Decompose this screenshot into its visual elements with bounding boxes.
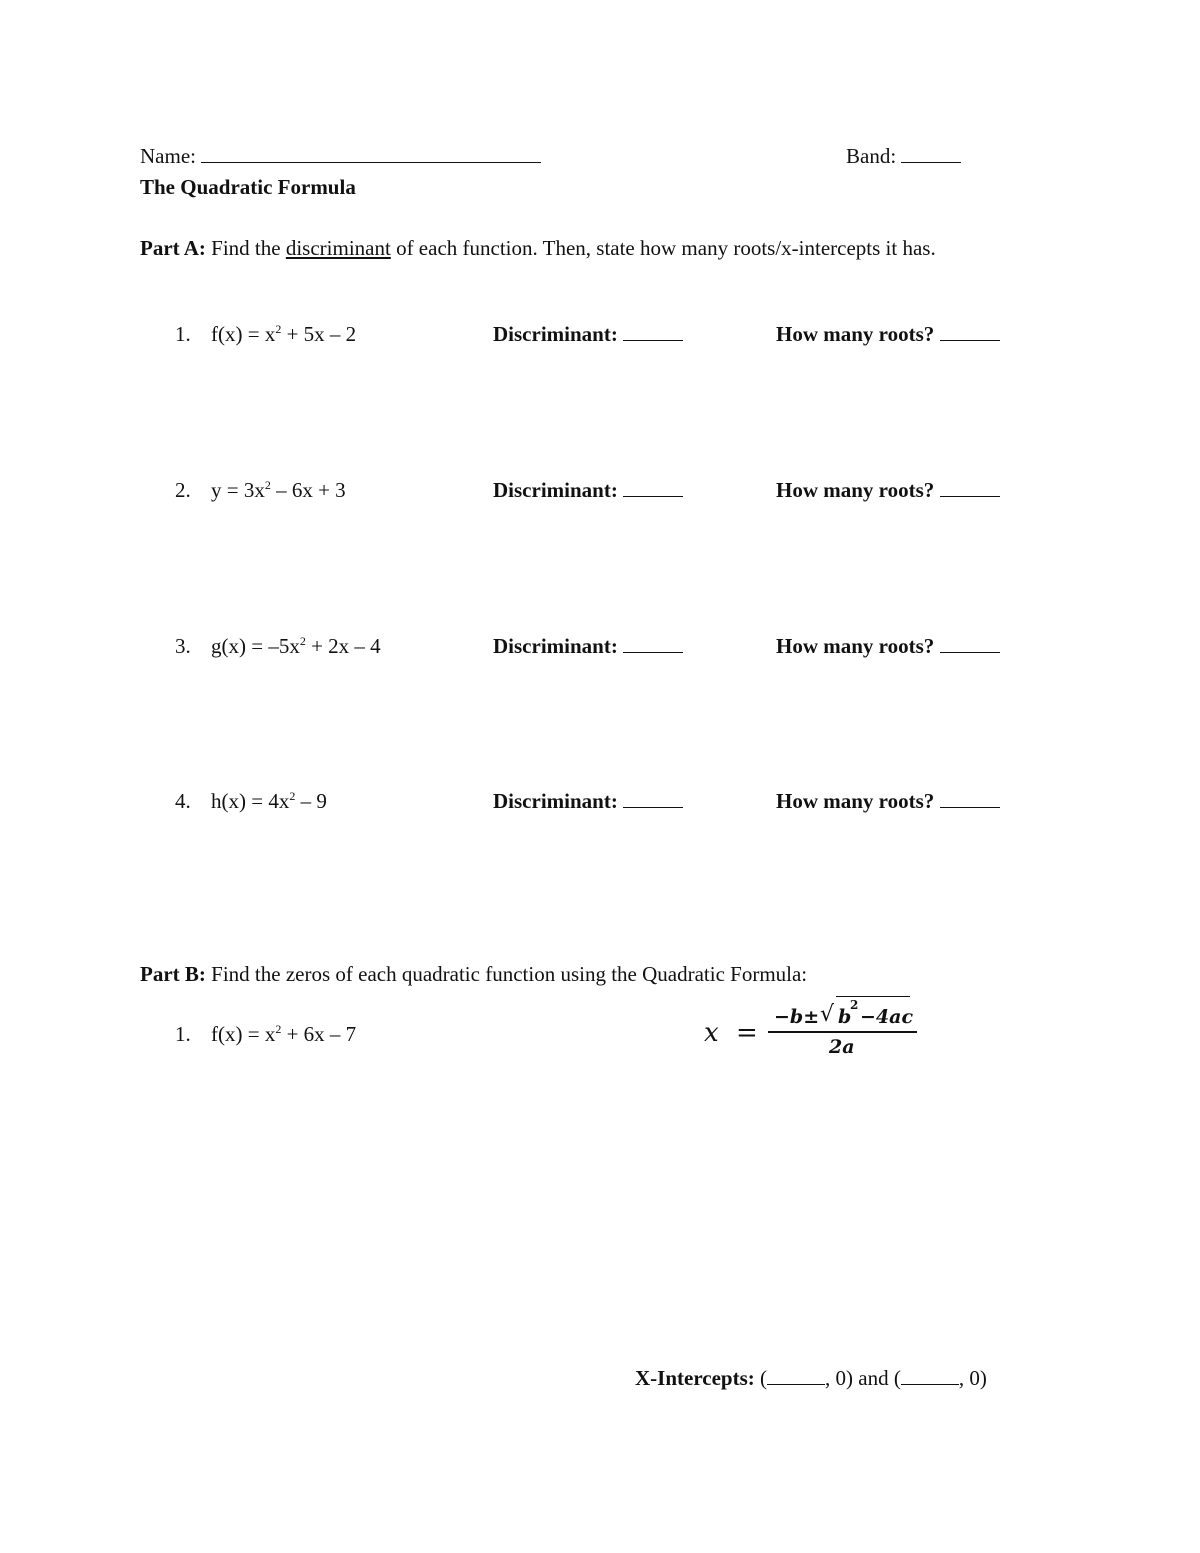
problem-number: 3. xyxy=(175,634,191,658)
problem-equation-rest: + 2x – 4 xyxy=(305,634,381,658)
band-blank[interactable] xyxy=(901,144,961,163)
x-intercepts xyxy=(635,1366,987,1391)
roots-label: How many roots? xyxy=(776,789,935,813)
formula-fraction-bar xyxy=(768,1031,917,1033)
problem-equation-lhs: f(x) = x xyxy=(211,1022,276,1046)
problem-3 xyxy=(175,634,381,659)
problem-number: 4. xyxy=(175,789,191,813)
roots-4 xyxy=(776,789,1000,814)
roots-blank[interactable] xyxy=(940,634,1000,653)
exponent: 2 xyxy=(275,322,282,336)
problem-equation-rest: – 6x + 3 xyxy=(270,478,346,502)
roots-blank[interactable] xyxy=(940,789,1000,808)
problem-equation-rest: + 5x – 2 xyxy=(281,322,357,346)
roots-label: How many roots? xyxy=(776,634,935,658)
discriminant-label: Discriminant: xyxy=(493,789,618,813)
exponent: 2 xyxy=(275,1022,282,1036)
formula-denominator: 2a xyxy=(829,1036,855,1058)
discriminant-label: Discriminant: xyxy=(493,322,618,346)
name-blank[interactable] xyxy=(201,144,541,163)
formula-equals: = xyxy=(736,1018,758,1048)
problem-number: 1. xyxy=(175,322,191,346)
problem-equation-rest: + 6x – 7 xyxy=(281,1022,357,1046)
discriminant-blank[interactable] xyxy=(623,322,683,341)
part-a-instruction-post: of each function. Then, state how many roots/x-intercepts it has. xyxy=(390,236,936,260)
roots-label: How many roots? xyxy=(776,322,935,346)
problem-equation-rest: – 9 xyxy=(295,789,327,813)
exponent: 2 xyxy=(264,478,271,492)
problem-equation-lhs: f(x) = x xyxy=(211,322,276,346)
problem-number: 1. xyxy=(175,1022,191,1046)
part-a-label: Part A: xyxy=(140,236,206,260)
part-a-instruction-underlined: discriminant xyxy=(285,236,391,260)
roots-blank[interactable] xyxy=(940,322,1000,341)
discriminant-blank[interactable] xyxy=(623,789,683,808)
x-intercepts-close: , 0) xyxy=(958,1366,987,1390)
discriminant-blank[interactable] xyxy=(623,478,683,497)
formula-x: x xyxy=(704,1018,719,1048)
problem-equation-lhs: y = 3x xyxy=(211,478,265,502)
page-title: The Quadratic Formula xyxy=(140,175,356,199)
intercept-blank-1[interactable] xyxy=(767,1366,825,1385)
part-b-instruction xyxy=(140,962,807,987)
name-label xyxy=(140,144,541,169)
exponent: 2 xyxy=(289,789,296,803)
sqrt-icon: √ xyxy=(820,1002,835,1027)
problem-equation-lhs: g(x) = –5x xyxy=(211,634,300,658)
part-b-label: Part B: xyxy=(140,962,206,986)
part-a-instruction xyxy=(140,236,936,261)
roots-3 xyxy=(776,634,1000,659)
x-intercepts-open: ( xyxy=(760,1366,767,1390)
part-b-instruction-text: Find the zeros of each quadratic function using the Quadratic Formula: xyxy=(211,962,808,986)
band-label-text: Band: xyxy=(846,144,897,168)
part-a-instruction-pre: Find the xyxy=(211,236,286,260)
roots-blank[interactable] xyxy=(940,478,1000,497)
discriminant-1 xyxy=(493,322,683,347)
roots-label: How many roots? xyxy=(776,478,935,502)
exponent: 2 xyxy=(299,634,306,648)
part-b-problem-1 xyxy=(175,1022,356,1047)
problem-2 xyxy=(175,478,346,503)
problem-1 xyxy=(175,322,356,347)
discriminant-4 xyxy=(493,789,683,814)
formula-radicand-b: b xyxy=(838,1006,852,1028)
roots-1 xyxy=(776,322,1000,347)
formula-numerator-pre: −b± xyxy=(774,1006,820,1028)
problem-equation-lhs: h(x) = 4x xyxy=(211,789,290,813)
name-label-text: Name: xyxy=(140,144,196,168)
problem-4 xyxy=(175,789,327,814)
intercept-blank-2[interactable] xyxy=(901,1366,959,1385)
discriminant-blank[interactable] xyxy=(623,634,683,653)
discriminant-label: Discriminant: xyxy=(493,634,618,658)
formula-radicand-exponent: 2 xyxy=(850,998,859,1012)
discriminant-2 xyxy=(493,478,683,503)
roots-2 xyxy=(776,478,1000,503)
formula-radicand-rest: −4ac xyxy=(860,1006,914,1028)
x-intercepts-mid: , 0) and ( xyxy=(825,1366,901,1390)
x-intercepts-label: X-Intercepts: xyxy=(635,1366,755,1390)
problem-number: 2. xyxy=(175,478,191,502)
band-label xyxy=(846,144,961,169)
discriminant-3 xyxy=(493,634,683,659)
sqrt-vinculum xyxy=(836,996,910,997)
discriminant-label: Discriminant: xyxy=(493,478,618,502)
